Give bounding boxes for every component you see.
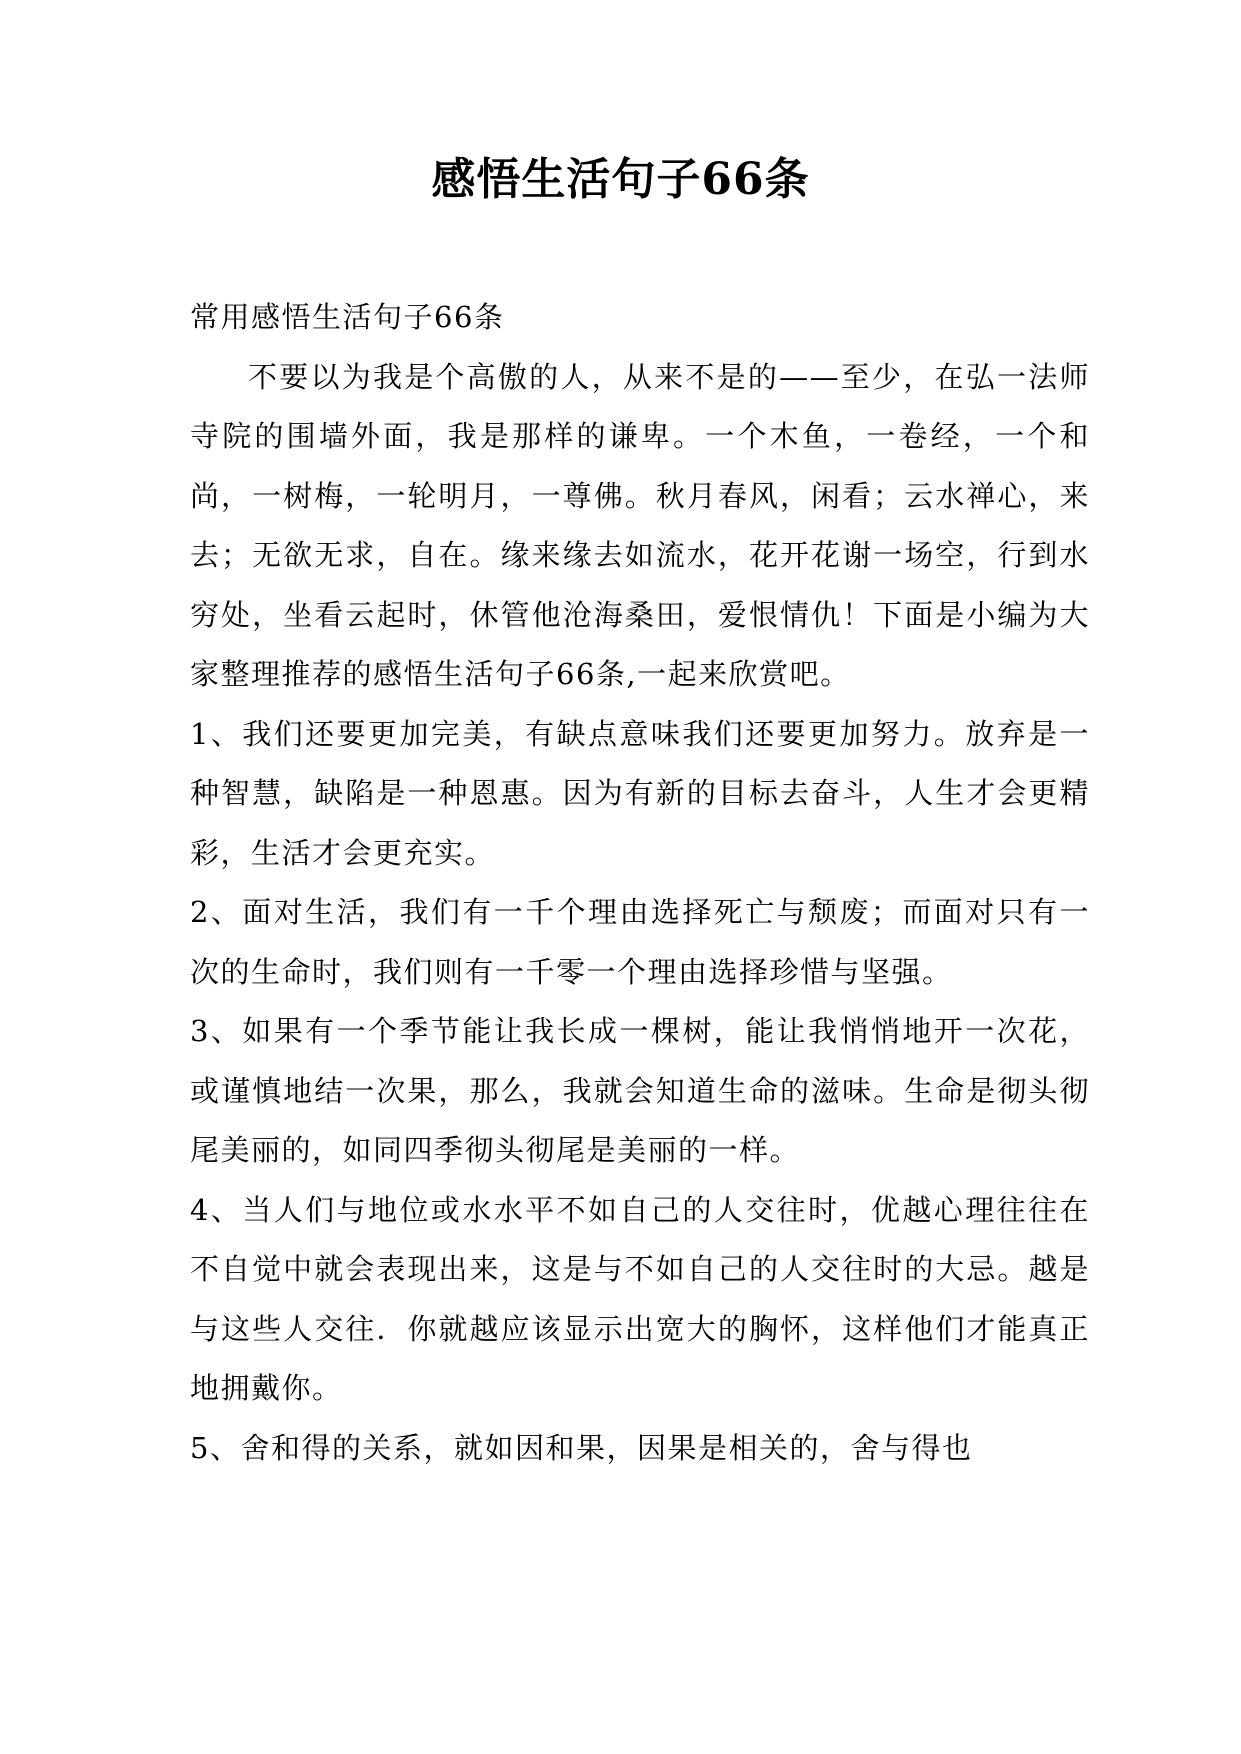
list-item: 2、面对生活，我们有一千个理由选择死亡与颓废；而面对只有一次的生命时，我们则有一千零一个理由选择珍惜与坚强。 xyxy=(190,895,1090,989)
intro-paragraph: 不要以为我是个高傲的人，从来不是的——至少，在弘一法师寺院的围墙外面，我是那样的谦卑。一个木鱼，一卷经，一个和尚，一树梅，一轮明月，一尊佛。秋月春风，闲看；云水禅心，来去；无欲无求，自在。缘来缘去如流水，花开花谢一场空，行到水穷处，坐看云起时，休管他沧海桑田，爱恨情仇！下面是小编为大家整理推荐的感悟生活句子66条,一起来欣赏吧。 xyxy=(190,359,1090,691)
document-title: 感悟生活句子66条 xyxy=(431,154,810,205)
document-subtitle: 常用感悟生活句子66条 xyxy=(190,300,505,334)
list-item: 4、当人们与地位或水水平不如自己的人交往时，优越心理往往在不自觉中就会表现出来，这是与不如自己的人交往时的大忌。越是与这些人交往．你就越应该显示出宽大的胸怀，这样他们才能真正地拥戴你。 xyxy=(190,1192,1090,1405)
list-item: 5、舍和得的关系，就如因和果，因果是相关的，舍与得也 xyxy=(190,1430,973,1465)
list-item: 1、我们还要更加完美，有缺点意味我们还要更加努力。放弃是一种智慧，缺陷是一种恩惠。因为有新的目标去奋斗，人生才会更精彩，生活才会更充实。 xyxy=(190,716,1090,870)
document-body xyxy=(190,288,1090,1478)
list-item: 3、如果有一个季节能让我长成一棵树，能让我悄悄地开一次花，或谨慎地结一次果，那么，我就会知道生命的滋味。生命是彻头彻尾美丽的，如同四季彻头彻尾是美丽的一样。 xyxy=(190,1014,1090,1167)
